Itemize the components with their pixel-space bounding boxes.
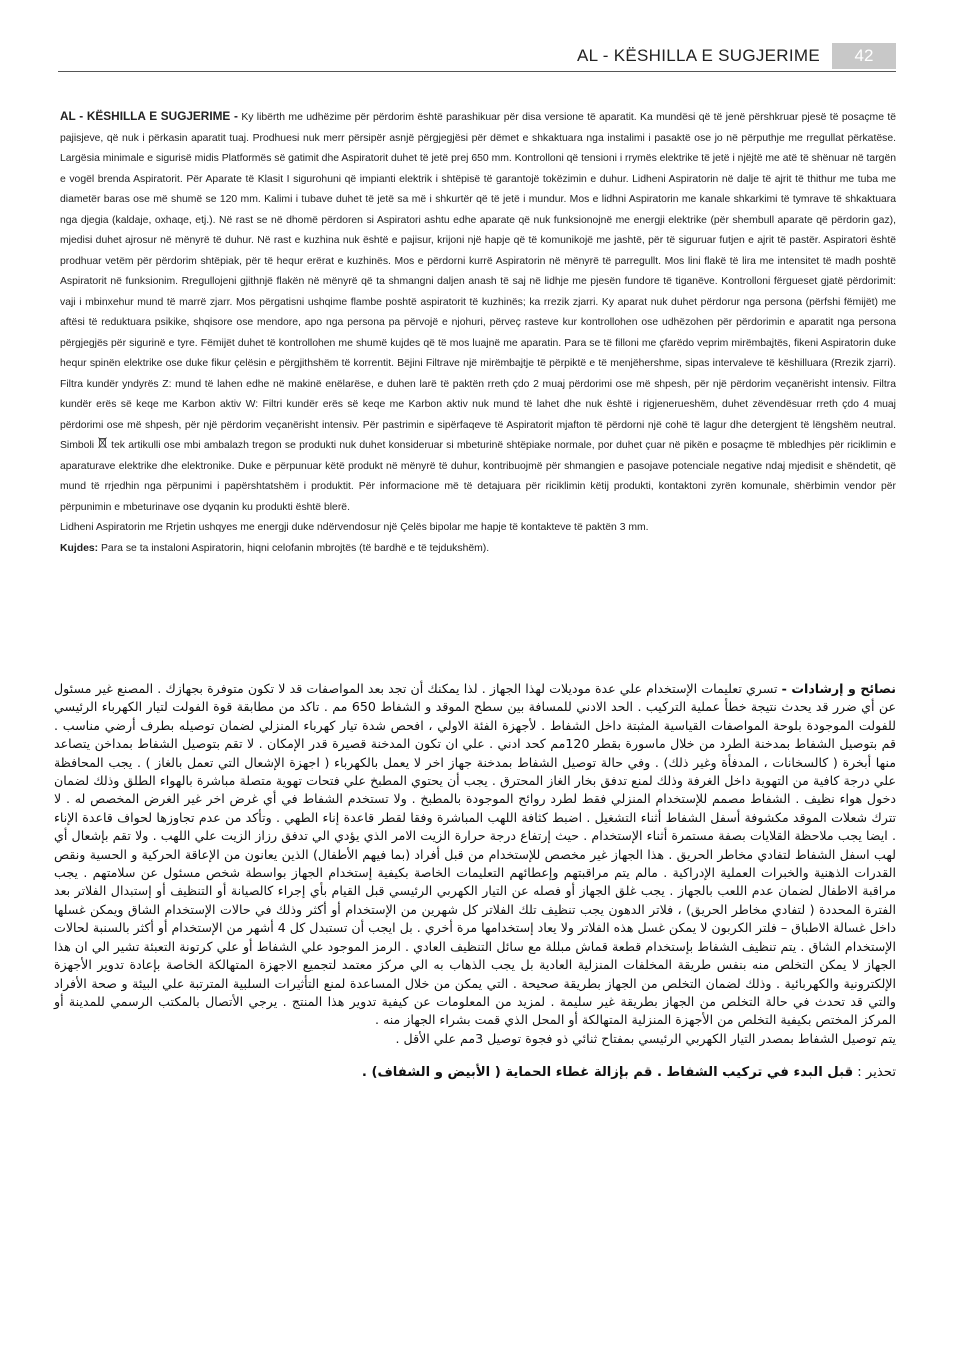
arabic-body: تسري تعليمات الإستخدام علي عدة موديلات لهذا الجهاز . لذا يمكنك أن تجد بعد المواصفات قد لا تكون متوفرة بجهازك . المصنع غير مسئول عن أي ضرر قد يحدث نتيجة خطأ عملية التركيب . الحد الادني للمسافة بين سطح الموقد و الشفاط 650 مم . تاكد من مطابقة قوة الفولت لتيار الكهرباء الرئيسي للفولت الموجودة بلوحة المواصفات القياسية المثبتة داخل الشفاط . لأجهزة الفئة الاولي ، افحص شدة تيار كهرباء المنزلي لضمان توصيله بطرف أرضي مناسب . قم بتوصيل الشفاط بمدخنة الطرد من خلال ماسورة بقطر 120مم كحد ادني . علي ان تكون المدخنة قصيرة قدر الإمكان . لا تقم بتوصيل الشفاط بمداخن يتصاعد منها أبخرة ( كالسخانات ، المدفأة وغير ذلك) . وفي حالة توصيل الشفاط بمدخنة جهاز اخر لا يعمل بالكهرباء ( اجهزة الإشعال التي تعمل بالغاز ) . يجب المحافظة علي درجة كافية من التهوية داخل الغرفة وذلك لمنع تدفق بخار الغاز المحترق . يجب أن يحتوي المطبخ علي فتحات تهوية متصلة مباشرة بالهواء الطلق وذلك لضمان دخول هواء نظيف . الشفاط مصمم للإستخدام المنزلي فقط لطرد روائح الموجودة بالمطبخ . ولا تستخدم الشفاط في أي غرض اخر غير الغرض المخصص له . لا تترك شعلات الموقد مكشوفة أسفل الشفاط أثناء التشغيل . اضبط كثافة اللهب المباشرة وفقا لقطر قاعدة إناء الطهي . وتأكد من عدم تجاوزها لحواف قاعدة الإناء . ايضا يجب ملاحظة القلايات بصفة مستمرة أثناء الإستخدام . حيث إرتفاع درجة حرارة الزيت الامر الذي يؤدي الي تدفق رزاز الزيت علي اللهب . ولا تقم بإشعال أي لهب اسفل الشفاط لتفادي مخاطر الحريق . هذا الجهاز غير مخصص للإستخدام من قبل أفراد (بما فيهم الأطفال) الذين يعانون من الإعاقة الحركية و الحسية ونقص القدرات الذهنية والخبرات العملية الإدراكية . مالم يتم مراقبتهم وإعطائهم التعليمات الخاصة بكيفية إستخدام الجهاز بواسطة شخص مسئول عن سلامتهم . يجب مراقبة الاطفال لضمان عدم اللعب بالجهاز . يجب غلق الجهاز أو فصله عن التيار الكهربي الرئيسي قبل القيام بأي إجراء كالصيانة أو التنظيف أو إستبدال الفلاتر بعد الفترة المحددة ( لتفادي مخاطر الحريق) ، فلاتر الدهون يجب تنظيف تلك الفلاتر كل شهرين من الإستخدام أو أكثر وذلك في حالات الإستخدام الشاق ويمكن غسلها داخل غسالة الاطباق – فلتر الكربون لا يمكن غسل هذه الفلاتر ولا يعاد إستخدامها مرة أخري . بل ايجب أن تستبدل كل 4 أشهر من الإستخدام أو أكثر بالسنبة لحالات الإستخدام الشاق . يتم تنظيف الشفاط بإستخدام قطعة قماش مبللة مع سائل التنظيف العادي . الرمز الموجود علي الشفاط أو علي كرتونة التعبئة تشير الي ان هذا الجهاز لا يمكن التخلص منه بنفس طريقة المخلفات المنزلية العادية بل يجب الذهاب به الي مركز معتمد لتجميع الاجهزة المتهالكة الخاصة بإعادة تدوير الأجهزة الإلكترونية والكهربائية . وذلك لضمان التخلص من الجهاز بطريقة صحيحة . التي يمكن من خلال المساعدة لمنع التأثيرات السلبية المترتبة علي البيئة و صحة الأفراد والتي قد تحدث في حالة التخلص من الجهاز بطريقة غير سليمة . لمزيد من المعلومات عن كيفية تدوير هذا المنتج . يرجي الأتصال بالمكتب الرسمي للمدينة أو المركز المختص بكيفية التخلص من الأجهزة المنزلية المتهالكة أو المحل الذي قمت بشراء الجهاز منه . <box>54 681 897 1028</box>
albanian-main-paragraph <box>60 106 896 518</box>
arabic-section <box>54 680 896 1083</box>
page-number: 42 <box>832 43 896 69</box>
albanian-connection-note: Lidheni Aspiratorin me Rrjetin ushqyes me energji duke ndërvendosur një Çelës bipolar me hapje të kontakteve të paktën 3 mm. <box>60 522 649 533</box>
arabic-connection-note: يتم توصيل الشفاط بمصدر التيار الكهربي الرئيسي بمفتاح ثنائي ذو فجوة توصيل 3مم علي الأقل . <box>395 1030 896 1046</box>
page-header <box>58 43 896 72</box>
arabic-main-paragraph <box>54 680 896 1030</box>
arabic-warning <box>54 1064 896 1082</box>
section-title: AL - KËSHILLA E SUGJERIME <box>576 46 820 65</box>
kujdes-text: Para se ta instaloni Aspiratorin, hiqni celofanin mbrojtës (të bardhë e të tejdukshëm). <box>98 542 490 554</box>
albanian-title: AL - KËSHILLA E SUGJERIME - <box>60 109 238 123</box>
kujdes-label: Kujdes: <box>60 542 99 554</box>
crossed-out-wheelie-bin-icon <box>98 437 107 449</box>
albanian-body-part1: Ky libërth me udhëzime për përdorim është parashikuar për disa versione të aparatit. Ka mundësi që të jenë përshkruar pjesë të posaçme të pajisjeve, që nuk i përkasin aparatit tuaj. Prodhuesi nuk merr përsipër asnjë përgjegjësi për dëmet e shkaktuara nga instalimi i pasaktë ose jo në përputhje me rregullat përkatëse. Largësia minimale e sigurisë midis Platformës së gatimit dhe Aspiratorit duhet të jetë prej 650 mm. Kontrolloni që tensioni i rrymës elektrike të jetë i njëjtë me atë të shënuar në targën e vogël brenda Aspiratorit. Për Aparate të Klasit I sigurohuni që impianti elektrik i shtëpisë të garantojë tokëzimin e duhur. Lidheni Aspiratorin në dalje të ajrit të thithur me tuba me diametër baras ose më shumë se 120 mm. Kalimi i tubave duhet të jetë sa më i shkurtër që të jetë i mundur. Mos e lidhni Aspiratorin me kanale shkarkimi të tymrave të shkaktuara nga djegia (kaldaje, oxhaqe, etj.). Në rast se në dhomë përdoren si Aspiratori ashtu edhe aparate që nuk funksionojnë me energji elektrike (për shembull aparate që përdorin gaz), mjedisi duhet ajrosur në mënyrë të duhur. Në rast e kuzhina nuk është e pajisur, krijoni një hapje që të komunikojë me jashtë, për të siguruar futjen e ajrit të pastër. Aspiratori është prodhuar vetëm për përdorim shtëpiak, për të hequr erërat e kuzhinës. Mos e përdorni kurrë Aspiratorin në mënyrë të parregullt. Mos lini flakë të lira me intensitet të madh poshtë Aspiratorit në funksionim. Rregullojeni gjithnjë flakën në mënyrë që ta shmangni daljen anash të saj në lidhje me pjesën fundore të tiganëve. Kontrolloni fërgueset gjatë përdorimit: vaji i mbinxehur mund të marrë zjarr. Mos përgatisni ushqime flambe poshtë aspiratorit të kuzhinës; ka rrezik zjarri. Ky aparat nuk duhet përdorur nga persona (përfshi fëmijët) me aftësi të reduktuara psikike, shqisore ose mendore, apo nga persona pa përvojë e njohuri, përveç rasteve kur kontrollohen ose udhëzohen për përdorimin e aparatit nga persona përgjegjës për sigurinë e tyre. Fëmijët duhet të kontrollohen me shumë kujdes që të mos luajnë me aparatin. Para se të filloni me çfarëdo veprim mirëmbajtës, fikeni Aspiratorin duke hequr spinën elektrike ose duke fikur çelësin e përgjithshëm të korrentit. Bëjini Filtrave një mirëmbajtje të përpiktë e të menjëhershme, sipas intervaleve të këshilluara (Rrezik zjarri). Filtra kundër yndyrës Z: mund të lahen edhe në makinë enëlarëse, e duhen larë të paktën rreth çdo 2 muaj përdorimi ose më shpesh, për një përdorim veçanërisht intensiv. Filtra kundër erës së keqe me Karbon aktiv W: Filtri kundër erës së keqe me Karbon aktiv nuk mund të lahet dhe nuk është i rigjenerueshëm, duhet zëvendësuar rreth çdo 4 muaj përdorimi ose më shpesh, për një përdorim veçanërisht intensiv. Për pastrimin e sipërfaqeve të Aspiratorit mjafton të përdorni një cohë të lagur dhe detergjent të lëngshëm neutral. Simboli <box>60 112 896 451</box>
albanian-body-part2: tek artikulli ose mbi ambalazh tregon se produkti nuk duhet konsideruar si mbeturinë shtëpiake normale, por duhet çuar në pikën e posaçme të mbledhjes për riciklimin e aparaturave elektrike dhe elektronike. Duke e përpunuar këtë produkt në mënyrë të duhur, kontribuojmë për shmangien e pasojave potenciale negative ndaj mjedisit e shëndetit, që mund të rrjedhin nga përpunimi i papërshtatshëm i produktit. Për informacione më të detajuara për riciklimin këtij produkti, kontaktoni zyrën komunale, shërbimin vendor për përpunimin e mbeturinave ose dyqanin ku produkti është blerë. <box>60 440 896 513</box>
warning-label: تحذير : <box>853 1065 896 1081</box>
arabic-title: نصائح و إرشادات - <box>781 681 896 696</box>
warning-text: قبل البدء في تركيب الشفاط . قم بإزالة غطاء الحماية ( الأبيض و الشفاف) . <box>361 1065 854 1081</box>
albanian-section <box>60 106 896 559</box>
albanian-kujdes <box>60 539 896 560</box>
